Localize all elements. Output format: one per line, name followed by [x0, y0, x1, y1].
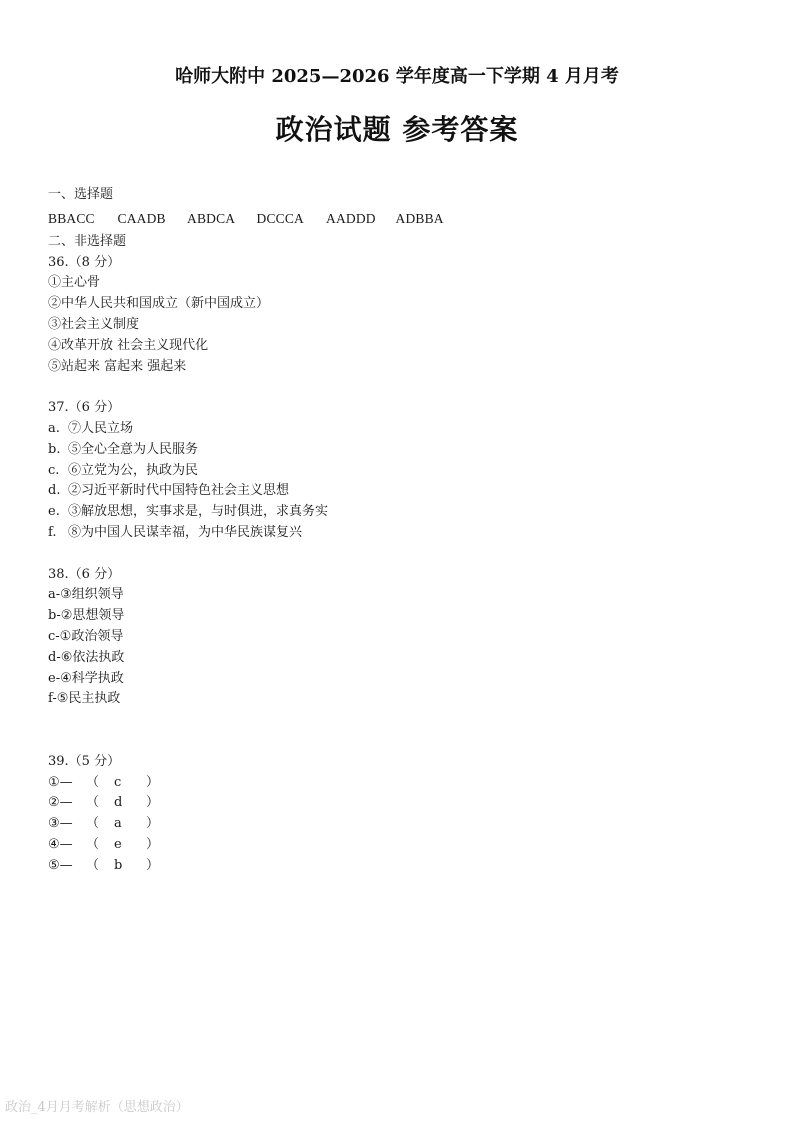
- option-letter: c.: [48, 462, 60, 478]
- option-text: ⑥立党为公，执政为民: [68, 462, 199, 478]
- spacer: [48, 710, 465, 752]
- q38-answer-item: b-②思想领导: [48, 608, 125, 624]
- paren-close: ）: [146, 836, 160, 852]
- q38-answer-item: f-⑤民主执政: [48, 691, 121, 707]
- option-text: ⑧为中国人民谋幸福，为中华民族谋复兴: [68, 524, 303, 540]
- section-heading-choice: 一、选择题: [48, 187, 114, 202]
- q39-match-item: [48, 793, 465, 814]
- match-number: ⑤—: [48, 857, 73, 873]
- choice-answer-group: DCCCA: [256, 210, 305, 226]
- q38-answer-item: c-①政治领导: [48, 628, 124, 644]
- q36-answer-item: ⑤站起来 富起来 强起来: [48, 358, 187, 374]
- q38-answer-item: e-④科学执政: [48, 670, 124, 686]
- q37-answer-item: [48, 440, 465, 461]
- footer-watermark: 政治_4月月考解析（思想政治）: [5, 1100, 189, 1115]
- q39-match-item: [48, 773, 465, 794]
- option-text: ⑤全心全意为人民服务: [68, 441, 199, 457]
- match-letter: d: [114, 795, 123, 811]
- option-text: ③解放思想，实事求是，与时俱进，求真务实: [68, 504, 329, 520]
- q36-answer-item: ①主心骨: [48, 275, 101, 291]
- exam-title: 哈师大附中 2025—2026 学年度高一下学期 4 月月考: [175, 66, 619, 87]
- q37-answer-item: [48, 523, 465, 544]
- q37-answer-item: [48, 502, 465, 523]
- q36-answer-item: ④改革开放 社会主义现代化: [48, 337, 209, 353]
- q37-answer-item: [48, 419, 465, 440]
- q36-answer-item: ②中华人民共和国成立（新中国成立）: [48, 296, 270, 312]
- q39-match-item: [48, 856, 465, 877]
- paren-open: （: [86, 836, 100, 852]
- match-number: ①—: [48, 774, 73, 790]
- page-title: 政治试题 参考答案: [275, 113, 519, 146]
- match-letter: b: [114, 857, 123, 873]
- q37-answer-item: [48, 481, 465, 502]
- question-36-label: 36.（8 分）: [48, 254, 121, 270]
- q38-answer-item: d-⑥依法执政: [48, 649, 125, 665]
- match-number: ④—: [48, 836, 73, 852]
- match-letter: e: [114, 836, 122, 852]
- paren-open: （: [86, 857, 100, 873]
- paren-open: （: [86, 774, 100, 790]
- option-letter: f.: [48, 524, 57, 540]
- match-number: ②—: [48, 795, 73, 811]
- option-letter: b.: [48, 441, 61, 457]
- spacer: [48, 377, 465, 398]
- section-heading-nonchoice: 二、非选择题: [48, 233, 127, 249]
- q37-answer-item: [48, 461, 465, 482]
- option-letter: d.: [48, 483, 61, 499]
- paren-open: （: [86, 795, 100, 811]
- q39-match-item: [48, 835, 465, 856]
- choice-answer-group: BBACC: [48, 210, 95, 226]
- paren-open: （: [86, 816, 100, 832]
- choice-answer-group: AADDD: [326, 210, 376, 226]
- option-text: ②习近平新时代中国特色社会主义思想: [68, 483, 290, 499]
- choice-answer-group: ABDCA: [187, 210, 236, 226]
- question-38-label: 38.（6 分）: [48, 566, 121, 582]
- q38-answer-item: a-③组织领导: [48, 587, 124, 603]
- question-37-label: 37.（6 分）: [48, 400, 121, 416]
- paren-close: ）: [146, 774, 160, 790]
- answer-body: [48, 185, 465, 877]
- match-letter: a: [114, 816, 122, 832]
- match-number: ③—: [48, 816, 73, 832]
- q39-match-item: [48, 814, 465, 835]
- choice-answer-group: CAADB: [117, 210, 166, 226]
- question-39-label: 39.（5 分）: [48, 753, 121, 769]
- option-letter: e.: [48, 504, 60, 520]
- match-letter: c: [114, 774, 122, 790]
- q36-answer-item: ③社会主义制度: [48, 316, 140, 332]
- paren-close: ）: [146, 857, 160, 873]
- paren-close: ）: [146, 795, 160, 811]
- choice-answer-group: ADBBA: [395, 210, 444, 226]
- paren-close: ）: [146, 816, 160, 832]
- option-letter: a.: [48, 420, 60, 436]
- option-text: ⑦人民立场: [68, 420, 134, 436]
- choice-answers: [48, 206, 465, 232]
- spacer: [48, 544, 465, 565]
